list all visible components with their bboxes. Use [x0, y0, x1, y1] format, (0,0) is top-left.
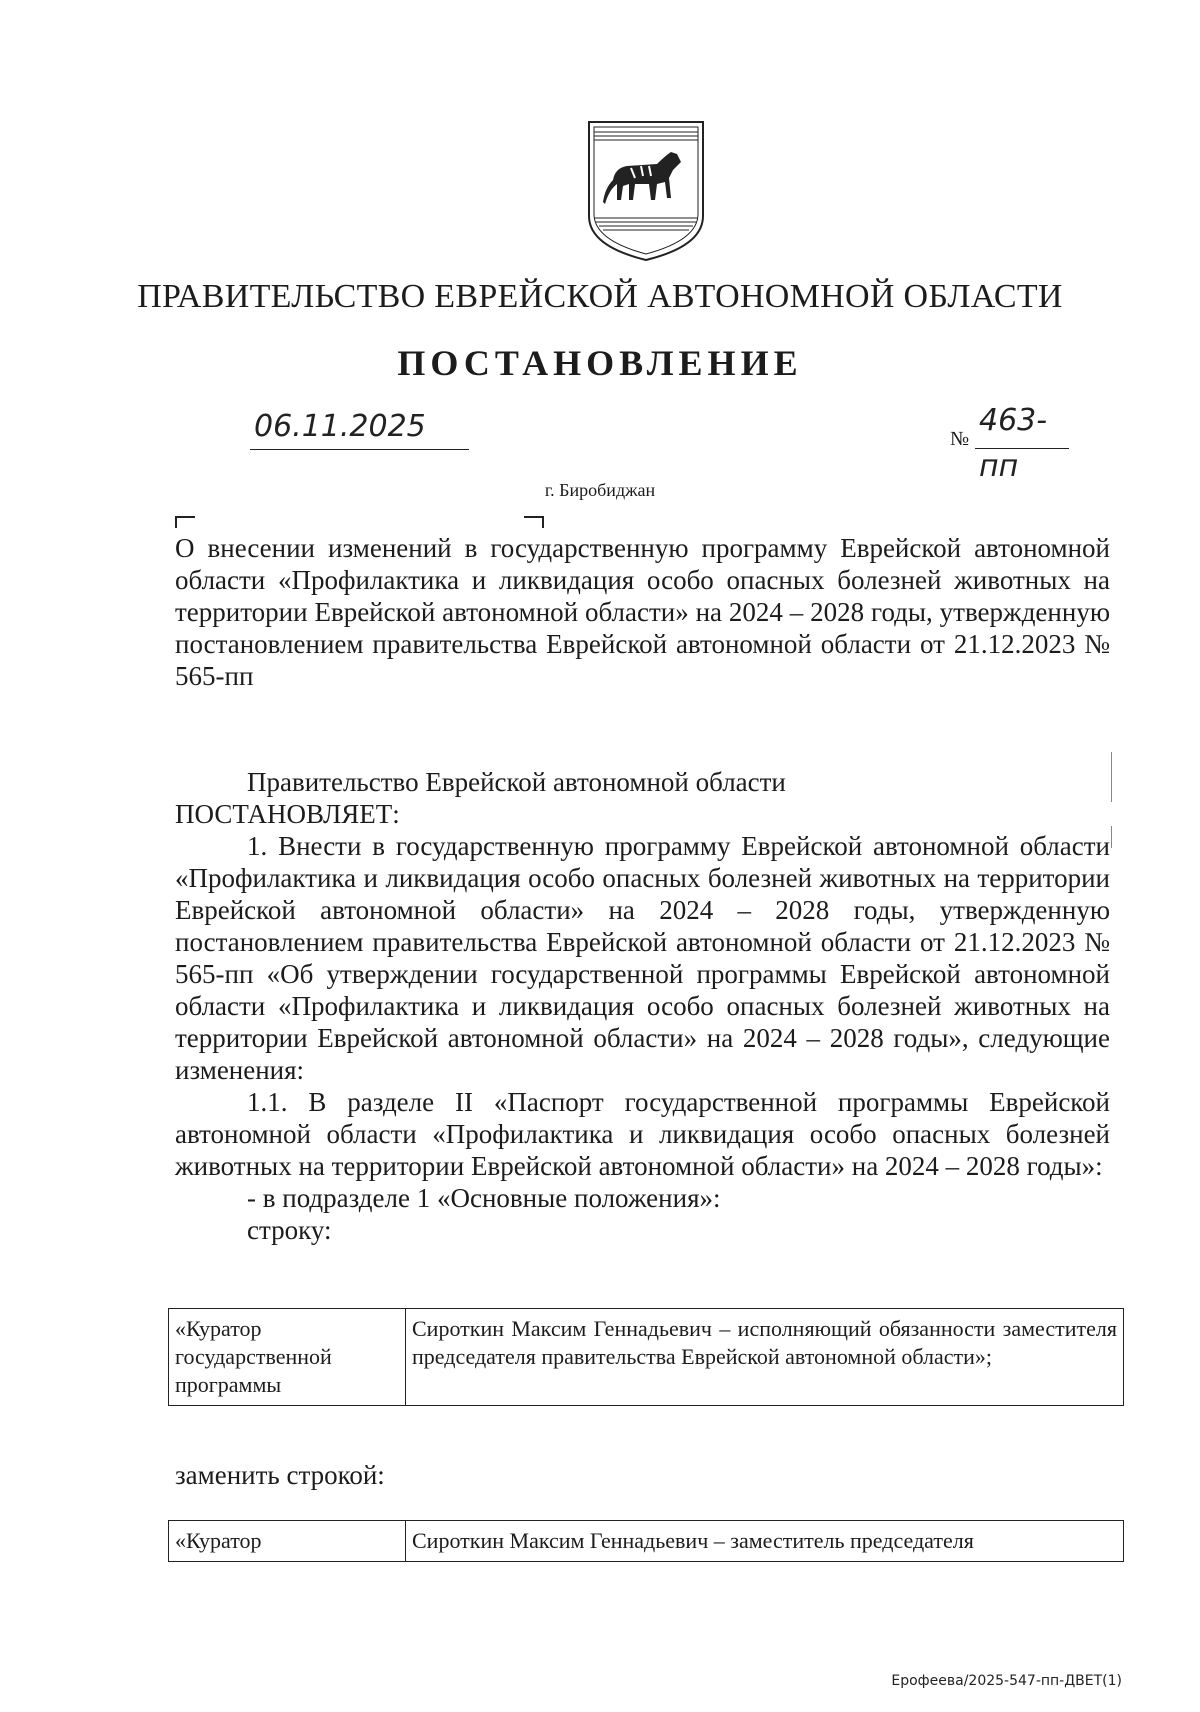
- body-line-government: Правительство Еврейской автономной области: [247, 767, 786, 797]
- government-title: ПРАВИТЕЛЬСТВО ЕВРЕЙСКОЙ АВТОНОМНОЙ ОБЛАСТИ: [137, 278, 1063, 315]
- replace-label: заменить строкой:: [175, 1460, 385, 1490]
- curator-table-new: [168, 1520, 1124, 1562]
- body-paragraph-subsection: - в подразделе 1 «Основные положения»:: [247, 1183, 721, 1213]
- corner-bracket-right: [524, 516, 544, 528]
- table-cell-value: Сироткин Максим Геннадьевич – исполняющий обязанности заместителя председателя правительства Еврейской автономной области»;: [406, 1309, 1124, 1406]
- table-row: [169, 1521, 1124, 1562]
- body-paragraph-1-1: 1.1. В разделе II «Паспорт государственной программы Еврейской автономной области «Профилактика и ликвидация особо опасных болезней животных на территории Еврейской автономной области» на 2024 – 2028 годы»:: [175, 1087, 1110, 1181]
- document-type-heading: ПОСТАНОВЛЕНИЕ: [397, 343, 803, 383]
- document-number: 463-пп: [975, 398, 1069, 449]
- table-row: [169, 1309, 1124, 1406]
- footer-reference: Ерофеева/2025-547-пп-ДВЕТ(1): [891, 1673, 1122, 1689]
- table-cell-value: Сироткин Максим Геннадьевич – заместитель председателя: [406, 1521, 1124, 1562]
- coat-of-arms-emblem: [585, 118, 707, 264]
- curator-table-old: [168, 1308, 1124, 1406]
- document-subject: О внесении изменений в государственную программу Еврейской автономной области «Профилактика и ликвидация особо опасных болезней животных на территории Еврейской автономной области» на 2024 – 2028 годы, утвержденную постановлением правительства Еврейской автономной области от 21.12.2023 № 565-пп: [175, 533, 1110, 691]
- margin-mark: [1111, 826, 1112, 848]
- table-cell-label: «Куратор государственной программы: [169, 1309, 406, 1406]
- body-paragraph-row: строку:: [247, 1215, 332, 1245]
- document-date: 06.11.2025: [250, 405, 469, 450]
- city-line: г. Биробиджан: [544, 480, 656, 500]
- corner-bracket-left: [175, 516, 195, 528]
- body-line-resolves: ПОСТАНОВЛЯЕТ:: [175, 799, 400, 829]
- document-body: [175, 766, 1110, 1246]
- margin-mark: [1111, 752, 1112, 802]
- table-cell-label: «Куратор: [169, 1521, 406, 1562]
- body-paragraph-1: 1. Внести в государственную программу Еврейской автономной области «Профилактика и ликвидация особо опасных болезней животных на территории Еврейской автономной области» на 2024 – 2028 годы, утвержденную постановлением правительства Еврейской автономной области от 21.12.2023 № 565-пп «Об утверждении государственной программы Еврейской автономной области «Профилактика и ликвидация особо опасных болезней животных на территории Еврейской автономной области» на 2024 – 2028 годы», следующие изменения:: [175, 831, 1110, 1085]
- number-label: №: [950, 428, 970, 450]
